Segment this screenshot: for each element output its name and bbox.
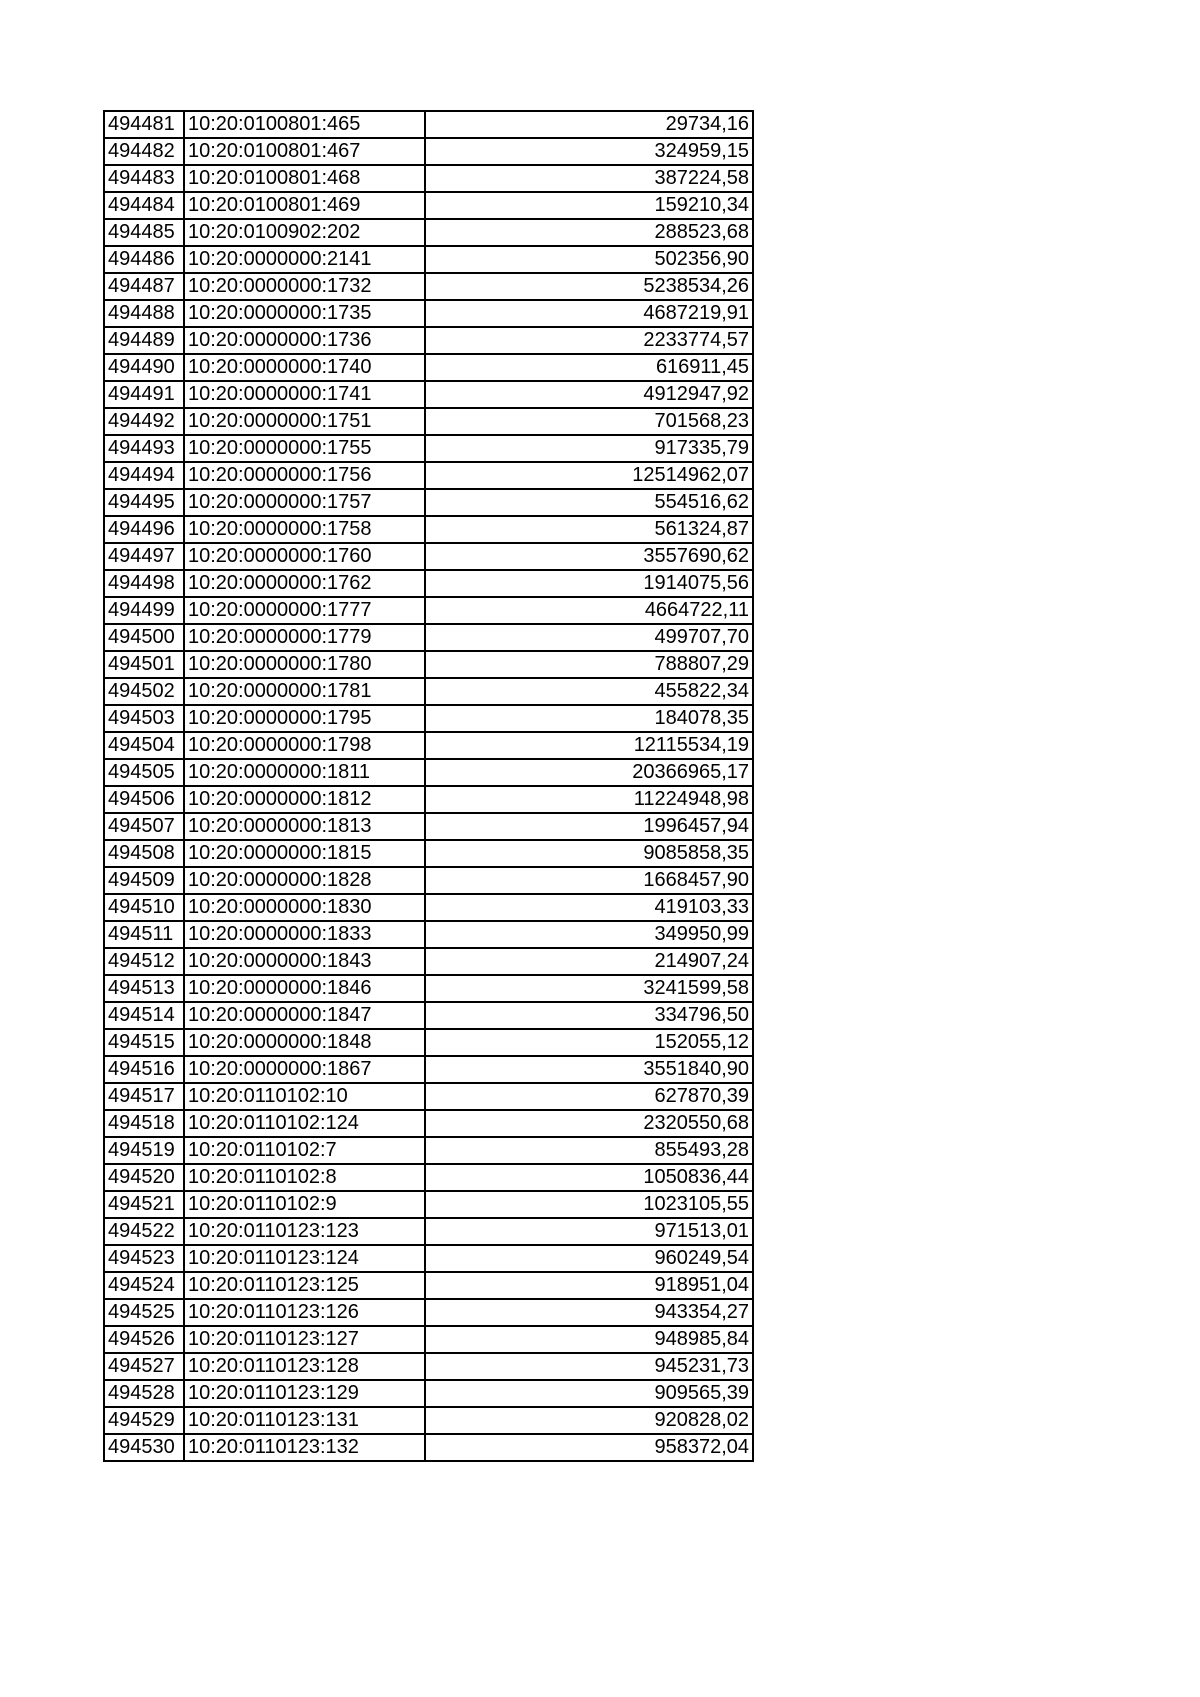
table-row	[104, 1164, 753, 1191]
cadastral-value-cell: 4664722,11	[425, 597, 753, 624]
row-id-cell: 494518	[104, 1110, 184, 1137]
cadastral-number-cell: 10:20:0110123:127	[184, 1326, 425, 1353]
row-id-cell: 494496	[104, 516, 184, 543]
row-id-cell: 494514	[104, 1002, 184, 1029]
cadastral-value-cell: 958372,04	[425, 1434, 753, 1461]
cadastral-number-cell: 10:20:0000000:1757	[184, 489, 425, 516]
table-row	[104, 1191, 753, 1218]
cadastral-number-cell: 10:20:0000000:1847	[184, 1002, 425, 1029]
cadastral-value-cell: 11224948,98	[425, 786, 753, 813]
row-id-cell: 494511	[104, 921, 184, 948]
cadastral-value-cell: 12514962,07	[425, 462, 753, 489]
cadastral-number-cell: 10:20:0110123:131	[184, 1407, 425, 1434]
table-row	[104, 624, 753, 651]
row-id-cell: 494492	[104, 408, 184, 435]
cadastral-value-cell: 214907,24	[425, 948, 753, 975]
cadastral-value-cell: 20366965,17	[425, 759, 753, 786]
row-id-cell: 494504	[104, 732, 184, 759]
cadastral-value-cell: 455822,34	[425, 678, 753, 705]
cadastral-number-cell: 10:20:0000000:1779	[184, 624, 425, 651]
cadastral-number-cell: 10:20:0100902:202	[184, 219, 425, 246]
table-row	[104, 300, 753, 327]
cadastral-value-cell: 948985,84	[425, 1326, 753, 1353]
cadastral-number-cell: 10:20:0000000:1798	[184, 732, 425, 759]
cadastral-number-cell: 10:20:0100801:465	[184, 111, 425, 138]
cadastral-value-cell: 3557690,62	[425, 543, 753, 570]
cadastral-value-cell: 29734,16	[425, 111, 753, 138]
cadastral-value-cell: 4912947,92	[425, 381, 753, 408]
row-id-cell: 494526	[104, 1326, 184, 1353]
row-id-cell: 494505	[104, 759, 184, 786]
cadastral-number-cell: 10:20:0000000:1777	[184, 597, 425, 624]
table-row	[104, 435, 753, 462]
cadastral-value-cell: 1996457,94	[425, 813, 753, 840]
cadastral-number-cell: 10:20:0000000:1741	[184, 381, 425, 408]
cadastral-value-cell: 1023105,55	[425, 1191, 753, 1218]
cadastral-number-cell: 10:20:0000000:1756	[184, 462, 425, 489]
table-row	[104, 1137, 753, 1164]
row-id-cell: 494498	[104, 570, 184, 597]
cadastral-number-cell: 10:20:0000000:2141	[184, 246, 425, 273]
cadastral-value-cell: 4687219,91	[425, 300, 753, 327]
row-id-cell: 494506	[104, 786, 184, 813]
row-id-cell: 494488	[104, 300, 184, 327]
row-id-cell: 494486	[104, 246, 184, 273]
table-row	[104, 1083, 753, 1110]
cadastral-value-cell: 499707,70	[425, 624, 753, 651]
table-body	[104, 111, 753, 1461]
cadastral-number-cell: 10:20:0000000:1736	[184, 327, 425, 354]
cadastral-number-cell: 10:20:0110123:128	[184, 1353, 425, 1380]
row-id-cell: 494521	[104, 1191, 184, 1218]
table-row	[104, 1326, 753, 1353]
table-row	[104, 543, 753, 570]
row-id-cell: 494515	[104, 1029, 184, 1056]
cadastral-number-cell: 10:20:0000000:1828	[184, 867, 425, 894]
row-id-cell: 494524	[104, 1272, 184, 1299]
table-row	[104, 1299, 753, 1326]
table-row	[104, 192, 753, 219]
table-row	[104, 678, 753, 705]
cadastral-number-cell: 10:20:0000000:1813	[184, 813, 425, 840]
table-row	[104, 1056, 753, 1083]
table-row	[104, 516, 753, 543]
cadastral-value-cell: 918951,04	[425, 1272, 753, 1299]
row-id-cell: 494487	[104, 273, 184, 300]
table-row	[104, 975, 753, 1002]
table-row	[104, 759, 753, 786]
cadastral-number-cell: 10:20:0110123:125	[184, 1272, 425, 1299]
cadastral-number-cell: 10:20:0000000:1812	[184, 786, 425, 813]
cadastral-number-cell: 10:20:0110102:124	[184, 1110, 425, 1137]
cadastral-number-cell: 10:20:0000000:1843	[184, 948, 425, 975]
row-id-cell: 494527	[104, 1353, 184, 1380]
table-row	[104, 246, 753, 273]
table-row	[104, 462, 753, 489]
table-row	[104, 921, 753, 948]
row-id-cell: 494495	[104, 489, 184, 516]
table-row	[104, 138, 753, 165]
table-row	[104, 1002, 753, 1029]
cadastral-number-cell: 10:20:0000000:1780	[184, 651, 425, 678]
cadastral-number-cell: 10:20:0000000:1781	[184, 678, 425, 705]
cadastral-value-cell: 971513,01	[425, 1218, 753, 1245]
cadastral-number-cell: 10:20:0000000:1760	[184, 543, 425, 570]
cadastral-number-cell: 10:20:0000000:1735	[184, 300, 425, 327]
cadastral-number-cell: 10:20:0000000:1740	[184, 354, 425, 381]
table-row	[104, 1407, 753, 1434]
row-id-cell: 494517	[104, 1083, 184, 1110]
cadastral-value-cell: 502356,90	[425, 246, 753, 273]
cadastral-number-cell: 10:20:0000000:1833	[184, 921, 425, 948]
row-id-cell: 494522	[104, 1218, 184, 1245]
cadastral-value-cell: 159210,34	[425, 192, 753, 219]
row-id-cell: 494501	[104, 651, 184, 678]
row-id-cell: 494493	[104, 435, 184, 462]
table-row	[104, 948, 753, 975]
table-row	[104, 354, 753, 381]
cadastral-number-cell: 10:20:0000000:1758	[184, 516, 425, 543]
cadastral-number-cell: 10:20:0110123:126	[184, 1299, 425, 1326]
cadastral-value-cell: 3241599,58	[425, 975, 753, 1002]
row-id-cell: 494529	[104, 1407, 184, 1434]
row-id-cell: 494509	[104, 867, 184, 894]
cadastral-number-cell: 10:20:0000000:1755	[184, 435, 425, 462]
table-row	[104, 489, 753, 516]
row-id-cell: 494528	[104, 1380, 184, 1407]
row-id-cell: 494510	[104, 894, 184, 921]
cadastral-value-cell: 387224,58	[425, 165, 753, 192]
cadastral-number-cell: 10:20:0000000:1815	[184, 840, 425, 867]
cadastral-value-cell: 152055,12	[425, 1029, 753, 1056]
cadastral-value-cell: 5238534,26	[425, 273, 753, 300]
cadastral-value-cell: 920828,02	[425, 1407, 753, 1434]
cadastral-number-cell: 10:20:0100801:467	[184, 138, 425, 165]
cadastral-value-cell: 12115534,19	[425, 732, 753, 759]
cadastral-value-cell: 943354,27	[425, 1299, 753, 1326]
table-row	[104, 1110, 753, 1137]
table-row	[104, 894, 753, 921]
row-id-cell: 494507	[104, 813, 184, 840]
row-id-cell: 494520	[104, 1164, 184, 1191]
table-row	[104, 1218, 753, 1245]
cadastral-value-cell: 2320550,68	[425, 1110, 753, 1137]
cadastral-number-cell: 10:20:0000000:1846	[184, 975, 425, 1002]
row-id-cell: 494482	[104, 138, 184, 165]
cadastral-number-cell: 10:20:0110123:129	[184, 1380, 425, 1407]
cadastral-number-cell: 10:20:0000000:1795	[184, 705, 425, 732]
table-row	[104, 1353, 753, 1380]
table-row	[104, 111, 753, 138]
table-row	[104, 867, 753, 894]
cadastral-number-cell: 10:20:0110123:123	[184, 1218, 425, 1245]
cadastral-value-cell: 616911,45	[425, 354, 753, 381]
row-id-cell: 494502	[104, 678, 184, 705]
row-id-cell: 494483	[104, 165, 184, 192]
cadastral-value-cell: 561324,87	[425, 516, 753, 543]
cadastral-value-cell: 9085858,35	[425, 840, 753, 867]
row-id-cell: 494481	[104, 111, 184, 138]
row-id-cell: 494485	[104, 219, 184, 246]
cadastral-number-cell: 10:20:0110102:10	[184, 1083, 425, 1110]
table-row	[104, 327, 753, 354]
cadastral-value-cell: 627870,39	[425, 1083, 753, 1110]
cadastral-value-cell: 1914075,56	[425, 570, 753, 597]
row-id-cell: 494530	[104, 1434, 184, 1461]
row-id-cell: 494490	[104, 354, 184, 381]
cadastral-number-cell: 10:20:0110102:7	[184, 1137, 425, 1164]
row-id-cell: 494503	[104, 705, 184, 732]
cadastral-number-cell: 10:20:0110102:9	[184, 1191, 425, 1218]
row-id-cell: 494491	[104, 381, 184, 408]
cadastral-value-cell: 349950,99	[425, 921, 753, 948]
row-id-cell: 494494	[104, 462, 184, 489]
row-id-cell: 494500	[104, 624, 184, 651]
table-row	[104, 273, 753, 300]
table-row	[104, 570, 753, 597]
cadastral-number-cell: 10:20:0110102:8	[184, 1164, 425, 1191]
table-row	[104, 1434, 753, 1461]
row-id-cell: 494497	[104, 543, 184, 570]
cadastral-number-cell: 10:20:0110123:132	[184, 1434, 425, 1461]
cadastral-value-cell: 917335,79	[425, 435, 753, 462]
cadastral-value-cell: 1050836,44	[425, 1164, 753, 1191]
cadastral-value-cell: 324959,15	[425, 138, 753, 165]
table-row	[104, 1029, 753, 1056]
document-page	[103, 110, 754, 1462]
row-id-cell: 494512	[104, 948, 184, 975]
row-id-cell: 494484	[104, 192, 184, 219]
cadastral-number-cell: 10:20:0000000:1848	[184, 1029, 425, 1056]
row-id-cell: 494508	[104, 840, 184, 867]
cadastral-value-cell: 419103,33	[425, 894, 753, 921]
table-row	[104, 705, 753, 732]
table-row	[104, 651, 753, 678]
row-id-cell: 494499	[104, 597, 184, 624]
cadastral-value-cell: 788807,29	[425, 651, 753, 678]
cadastral-number-cell: 10:20:0110123:124	[184, 1245, 425, 1272]
table-row	[104, 597, 753, 624]
cadastral-number-cell: 10:20:0000000:1811	[184, 759, 425, 786]
table-row	[104, 1380, 753, 1407]
cadastral-value-cell: 334796,50	[425, 1002, 753, 1029]
cadastral-number-cell: 10:20:0000000:1867	[184, 1056, 425, 1083]
cadastral-number-cell: 10:20:0100801:469	[184, 192, 425, 219]
cadastral-value-cell: 945231,73	[425, 1353, 753, 1380]
table-row	[104, 732, 753, 759]
cadastral-value-cell: 960249,54	[425, 1245, 753, 1272]
cadastral-number-cell: 10:20:0100801:468	[184, 165, 425, 192]
row-id-cell: 494513	[104, 975, 184, 1002]
row-id-cell: 494519	[104, 1137, 184, 1164]
row-id-cell: 494516	[104, 1056, 184, 1083]
cadastral-value-cell: 855493,28	[425, 1137, 753, 1164]
table-row	[104, 1272, 753, 1299]
row-id-cell: 494489	[104, 327, 184, 354]
table-row	[104, 408, 753, 435]
cadastral-number-cell: 10:20:0000000:1762	[184, 570, 425, 597]
row-id-cell: 494525	[104, 1299, 184, 1326]
cadastral-value-cell: 701568,23	[425, 408, 753, 435]
cadastral-number-cell: 10:20:0000000:1751	[184, 408, 425, 435]
table-row	[104, 1245, 753, 1272]
row-id-cell: 494523	[104, 1245, 184, 1272]
cadastral-value-cell: 554516,62	[425, 489, 753, 516]
cadastral-value-cell: 3551840,90	[425, 1056, 753, 1083]
cadastral-value-cell: 1668457,90	[425, 867, 753, 894]
table-row	[104, 381, 753, 408]
cadastral-value-cell: 909565,39	[425, 1380, 753, 1407]
cadastral-value-table	[103, 110, 754, 1462]
table-row	[104, 840, 753, 867]
table-row	[104, 219, 753, 246]
table-row	[104, 813, 753, 840]
table-row	[104, 165, 753, 192]
cadastral-value-cell: 288523,68	[425, 219, 753, 246]
cadastral-value-cell: 2233774,57	[425, 327, 753, 354]
cadastral-number-cell: 10:20:0000000:1732	[184, 273, 425, 300]
table-row	[104, 786, 753, 813]
cadastral-value-cell: 184078,35	[425, 705, 753, 732]
cadastral-number-cell: 10:20:0000000:1830	[184, 894, 425, 921]
